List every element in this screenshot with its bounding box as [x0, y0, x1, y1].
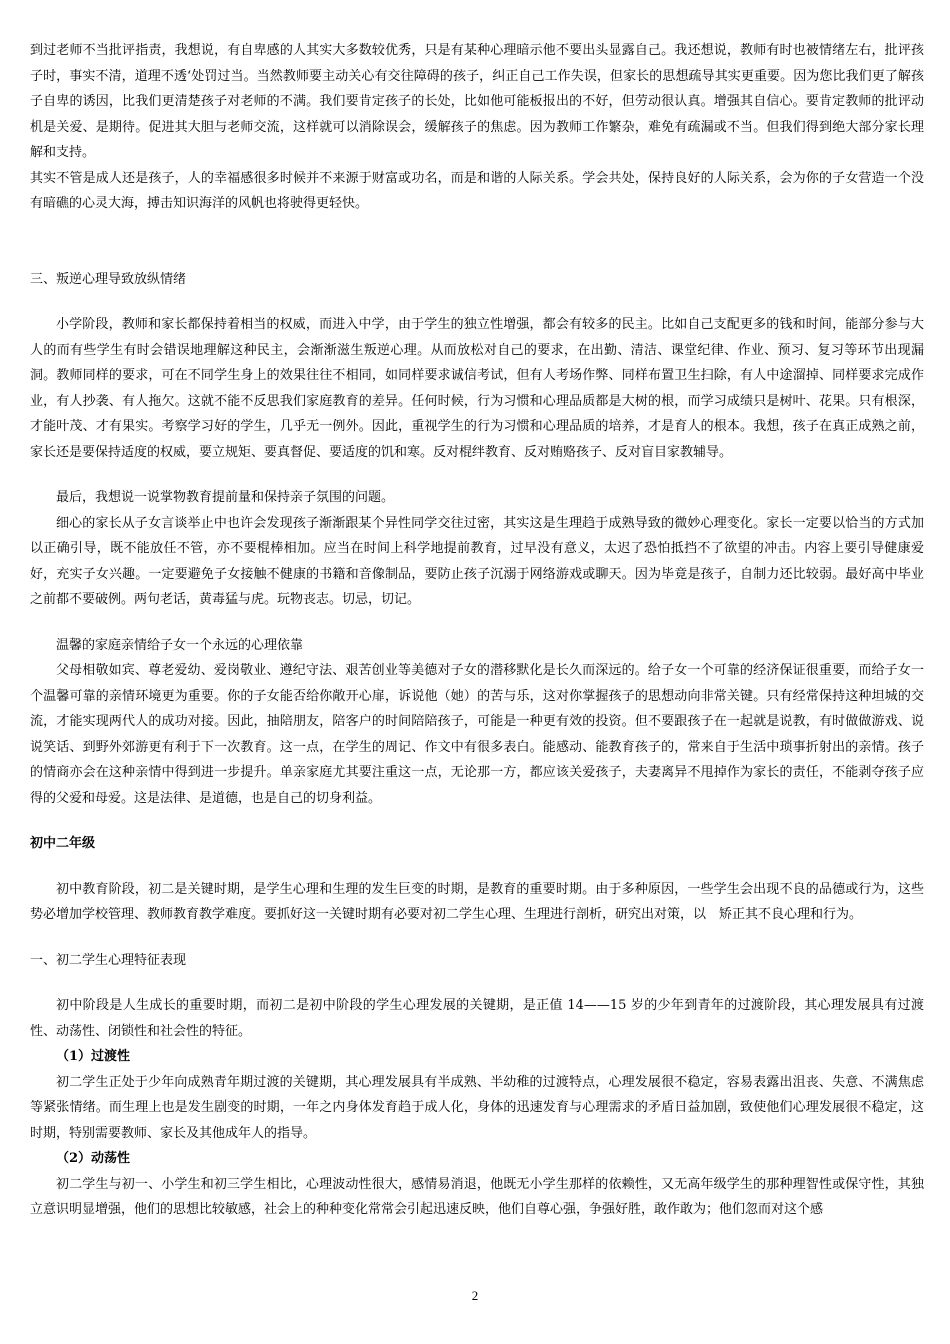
paragraph-teacher-criticism: 到过老师不当批评指责，我想说，有自卑感的人其实大多数较优秀，只是有某种心理暗示他不要出头显露自己。我还想说，教师有时也被情绪左右，批评孩子时，事实不清，道理不透‘处罚过当。当然教师要主动关心有交往障碍的孩子，纠正自己工作失误，但家长的思想疏导其实更重要。因为您比我们更了解孩子自卑的诱因，比我们更清楚孩子对老师的不满。我们要肯定孩子的长处，比如他可能板报出的不好，但劳动很认真。增强其自信心。要肯定教师的批评动机是关爱、是期待。促进其大胆与老师交流，这样就可以消除误会，缓解孩子的焦虑。因为教师工作繁杂，难免有疏漏或不当。但我们得到绝大部分家长理解和支持。 — [30, 43, 924, 160]
heading-family-warmth: 温馨的家庭亲情给子女一个永远的心理依靠 — [56, 637, 304, 653]
paragraph-turbulence: 初二学生与初一、小学生和初三学生相比，心理波动性很大，感情易消退，他既无小学生那样的依赖性，又无高年级学生的那种理智性或保守性，其独立意识明显增强，他们的思想比较敏感，社会上的种种变化常常会引起迅速反映，他们自尊心强，争强好胜，敢作敢为；他们忽而对这个感 — [30, 1176, 924, 1217]
paragraph-opposite-sex: 细心的家长从子女言谈举止中也许会发现孩子渐渐跟某个异性同学交往过密，其实这是生理趋于成熟导致的微妙心理变化。家长一定要以恰当的方式加以正确引导，既不能放任不管，亦不要棍棒相加。应当在时间上科学地提前教育，过早没有意义，太迟了恐怕抵挡不了欲望的冲击。内容上要引导健康爱好，充实子女兴趣。一定要避免子女接触不健康的书籍和音像制品，要防止孩子沉溺于网络游戏或聊天。因为毕竟是孩子，自制力还比较弱。最好高中毕业之前都不要破例。两句老话，黄毒猛与虎。玩物丧志。切忌，切记。 — [30, 515, 924, 607]
paragraph-finally: 最后，我想说一说掌物教育提前量和保持亲子氛围的问题。 — [56, 490, 395, 505]
paragraph-transition: 初二学生正处于少年向成熟青年期过渡的关键期，其心理发展具有半成熟、半幼稚的过渡特点，心理发展很不稳定，容易表露出沮丧、失意、不满焦虑等紧张情绪。而生理上也是发生剧变的时期，一年之内身体发育趋于成人化，身体的迅速发育与心理需求的矛盾日益加剧，致使他们心理发展很不稳定，这时期，特别需要教师、家长及其他成年人的指导。 — [30, 1074, 924, 1141]
paragraph-features-intro: 初中阶段是人生成长的重要时期，而初二是初中阶段的学生心理发展的关键期，是正值 14——15 岁的少年到青年的过渡阶段，其心理发展具有过渡性、动荡性、闭锁性和社会性的特征。 — [30, 998, 924, 1039]
heading-grade-two: 初中二年级 — [30, 836, 96, 851]
paragraph-happiness: 其实不管是成人还是孩子，人的幸福感很多时候并不来源于财富或功名，而是和谐的人际关系。学会共处，保持良好的人际关系，会为你的子女营造一个没有暗礁的心灵大海，搏击知识海洋的风帆也将驶得更轻快。 — [30, 170, 924, 211]
paragraph-rebellion: 小学阶段，教师和家长都保持着相当的权威，而进入中学，由于学生的独立性增强，都会有较多的民主。比如自己支配更多的钱和时间，能部分参与大人的而有些学生有时会错误地理解这种民主，会渐渐滋生叛逆心理。从而放松对自己的要求，在出勤、清洁、课堂纪律、作业、预习、复习等环节出现漏洞。教师同样的要求，可在不同学生身上的效果往往不相同，如同样要求诚信考试，但有人考场作弊、同样布置卫生扫除，有人中途溜掉、同样要求完成作业，有人抄袭、有人拖欠。这就不能不反思我们家庭教育的差异。任何时候，行为习惯和心理品质都是大树的根，而学习成绩只是树叶、花果。只有根深，才能叶茂、才有果实。考察学习好的学生，几乎无一例外。因此，重视学生的行为习惯和心理品质的培养，才是育人的根本。我想，孩子在真正成熟之前，家长还是要保持适度的权威，要立规矩、要真督促、要适度的饥和寒。反对棍绊教育、反对贿赂孩子、反对盲目家教辅导。 — [30, 317, 924, 460]
heading-rebellion: 三、叛逆心理导致放纵情绪 — [30, 271, 187, 287]
page-number: 2 — [471, 1288, 479, 1303]
document-body — [30, 38, 924, 1223]
paragraph-family: 父母相敬如宾、尊老爱幼、爱岗敬业、遵纪守法、艰苦创业等美德对子女的潜移默化是长久而深远的。给子女一个可靠的经济保证很重要，而给子女一个温馨可靠的亲情环境更为重要。你的子女能否给你敞开心扉，诉说他（她）的苦与乐，这对你掌握孩子的思想动向非常关键。只有经常保持这种坦城的交流，才能实现两代人的成功对接。因此，抽陪朋友，陪客户的时间陪陪孩子，可能是一种更有效的投资。但不要跟孩子在一起就是说教，有时做做游戏、说说笑话、到野外郊游更有利于下一次教育。这一点，在学生的周记、作文中有很多表白。能感动、能教育孩子的，常来自于生活中琐事折射出的亲情。孩子的情商亦会在这种亲情中得到进一步提升。单亲家庭尤其要注重这一点，无论那一方，都应该关爱孩子，夫妻离异不甩掉作为家长的责任，不能剥夺孩子应得的父爱和母爱。这是法律、是道德，也是自己的切身利益。 — [30, 663, 924, 806]
heading-psych-features: 一、初二学生心理特征表现 — [30, 952, 187, 968]
heading-transition: （1）过渡性 — [56, 1049, 131, 1064]
heading-turbulence: （2）动荡性 — [56, 1151, 131, 1166]
paragraph-grade-two-intro: 初中教育阶段，初二是关键时期，是学生心理和生理的发生巨变的时期，是教育的重要时期。由于多种原因，一些学生会出现不良的品德或行为，这些势必增加学校管理、教师教育教学难度。要抓好这一关键时期有必要对初二学生心理、生理进行剖析，研究出对策，以 矫正其不良心理和行为。 — [30, 881, 924, 922]
